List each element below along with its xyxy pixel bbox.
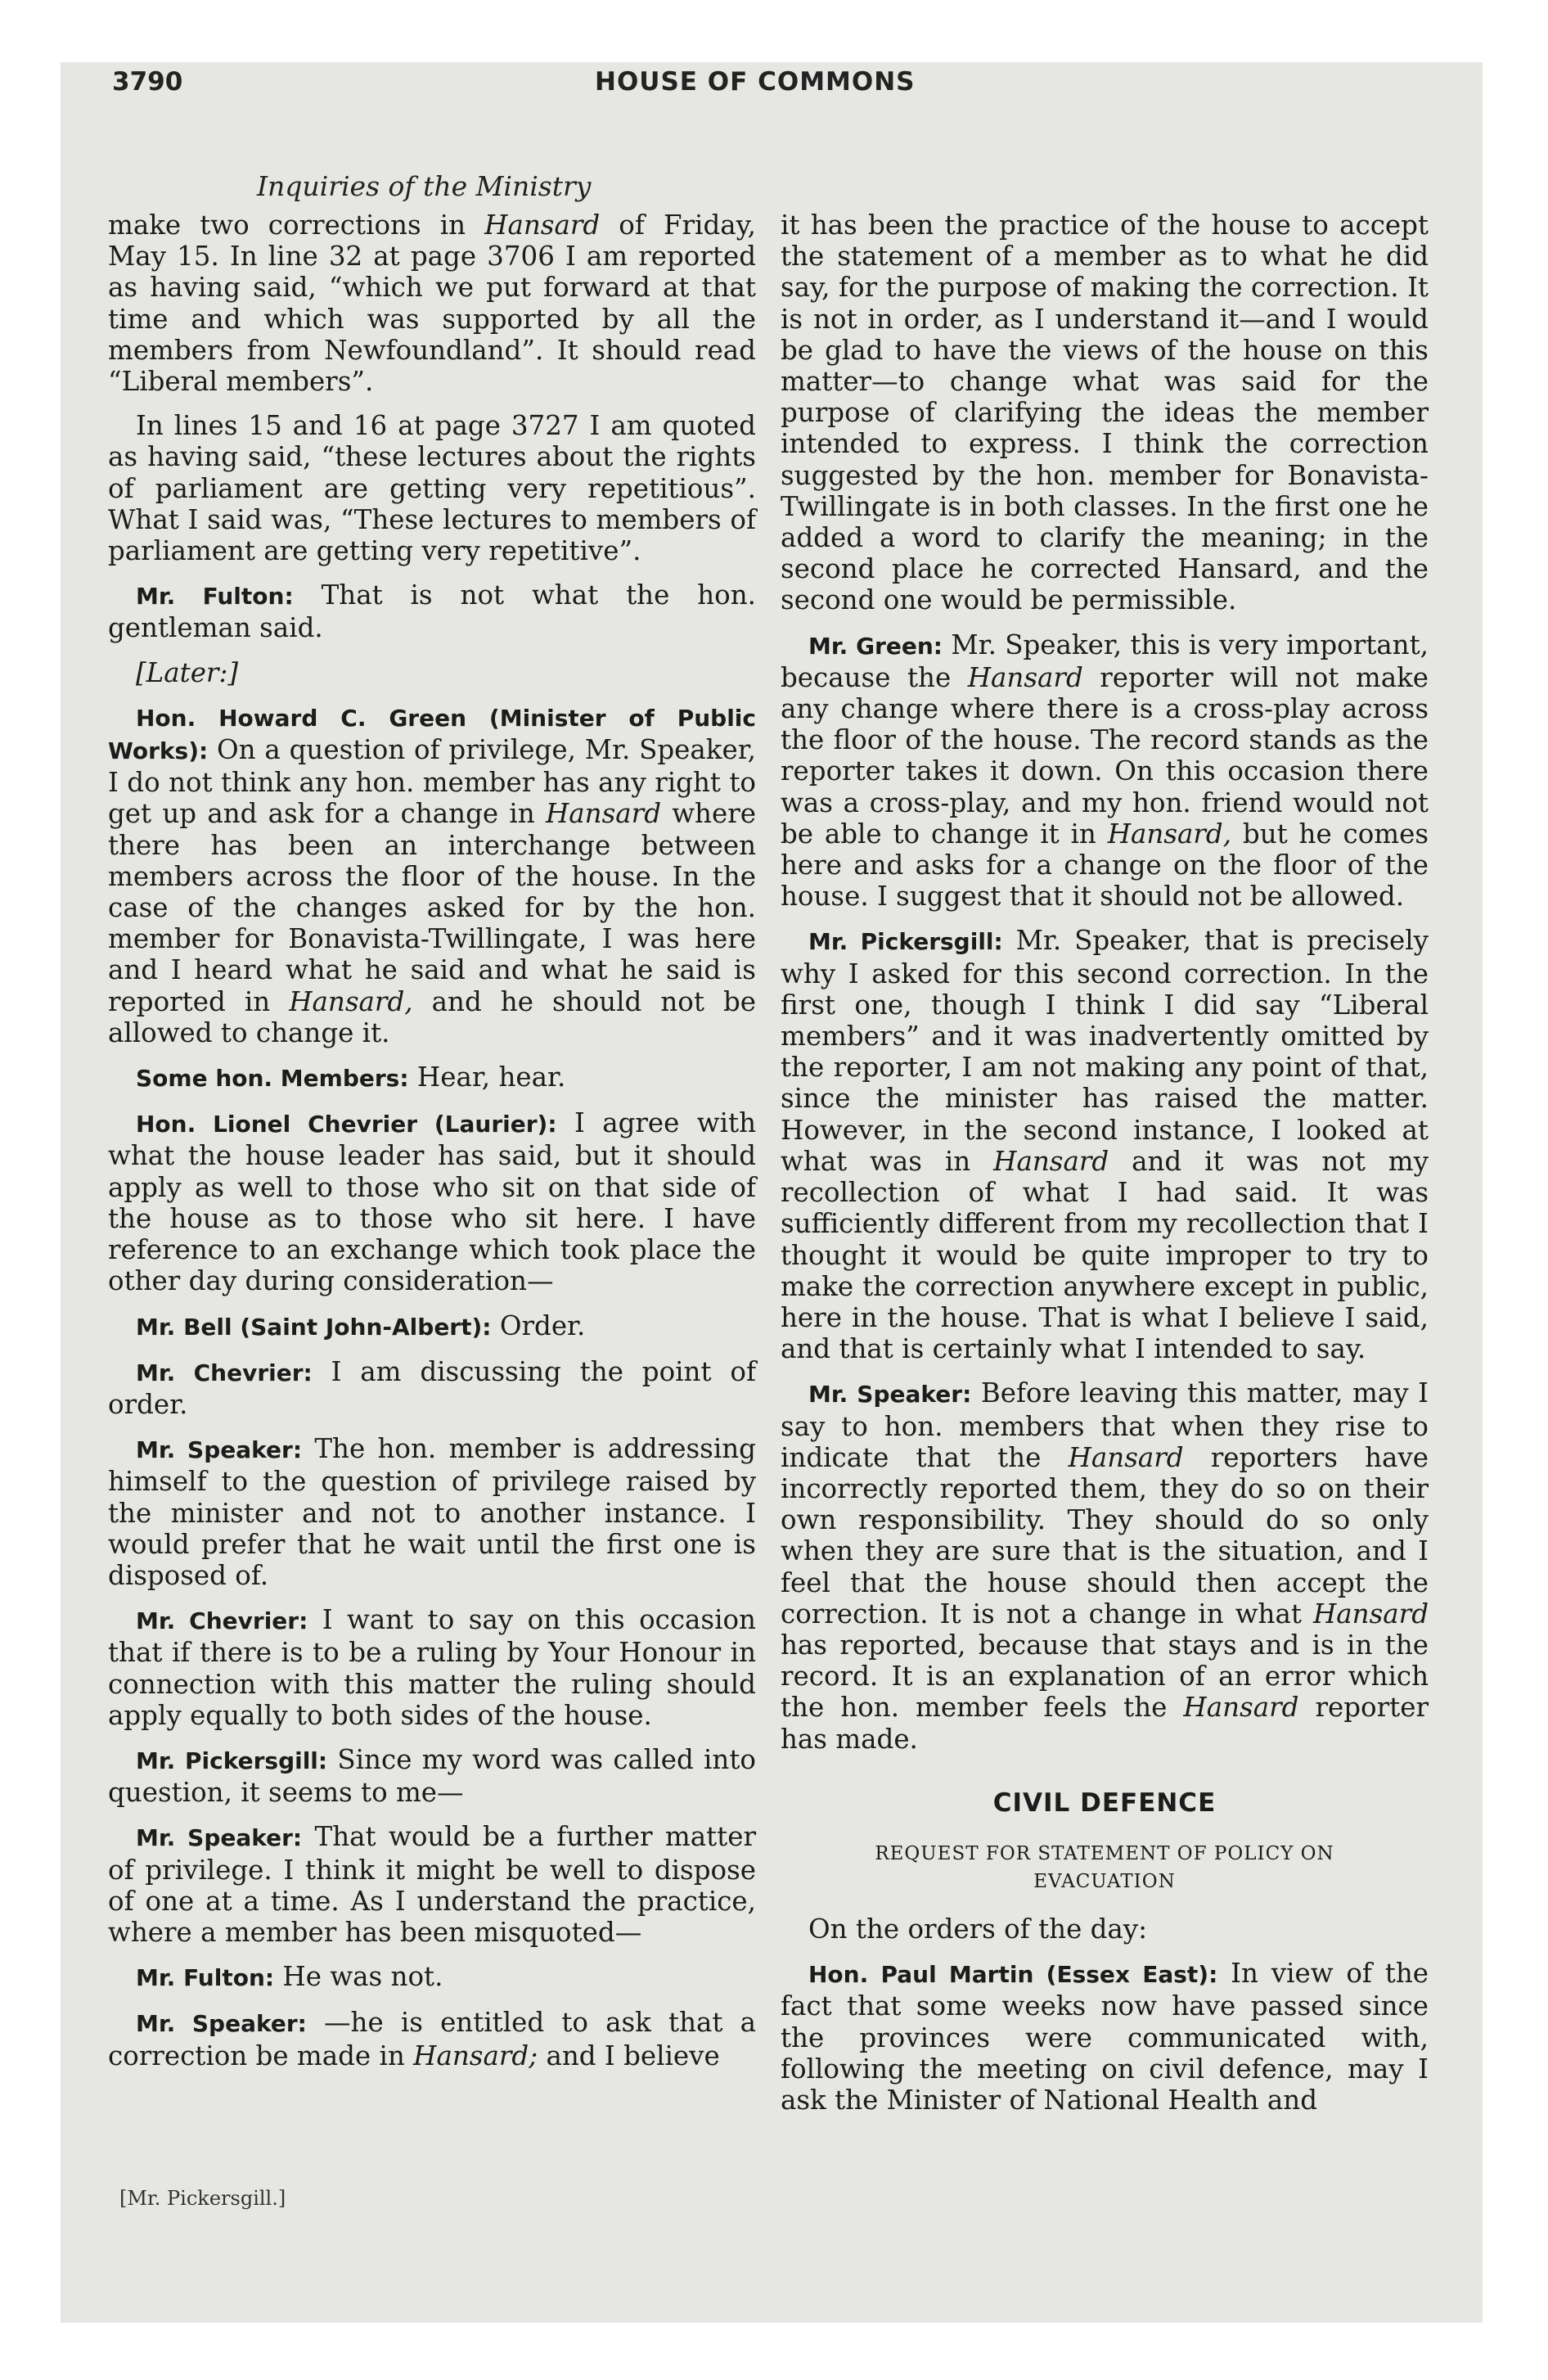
paragraph: Mr. Chevrier: I want to say on this occasion that if there is to be a ruling by Your Honour in connection with this matter the ruling should apply equally to both sides of the house. xyxy=(108,1604,756,1731)
paragraph: Mr. Speaker: That would be a further matter of privilege. I think it might be well to dispose of one at a time. As I understand the practice, where a member has been misquoted— xyxy=(108,1821,756,1948)
paragraph: Mr. Chevrier: I am discussing the point of order. xyxy=(108,1355,757,1420)
paragraph: Some hon. Members: Hear, hear. xyxy=(136,1062,566,1093)
paragraph: Hon. Lionel Chevrier (Laurier): I agree with what the house leader has said, but it should apply as well to those who sit on that side of the house as to those who sit here. I have reference to an exchange which took place the other day during consideration— xyxy=(108,1107,756,1297)
speaker-name: Mr. Chevrier: xyxy=(136,1359,313,1386)
section-heading: CIVIL DEFENCE xyxy=(992,1787,1217,1818)
page-title: HOUSE OF COMMONS xyxy=(595,67,916,97)
speaker-name: Mr. Pickersgill: xyxy=(808,928,1003,956)
paragraph: Hon. Paul Martin (Essex East): In view of the fact that some weeks now have passed since the provinces were communicated with, following the meeting on civil defence, may I ask the Minister of National Health and xyxy=(781,1958,1429,2116)
speaker-name: Mr. Pickersgill: xyxy=(136,1747,328,1774)
speaker-name: Mr. Speaker: xyxy=(136,2010,307,2038)
sub-heading: REQUEST FOR STATEMENT OF POLICY ON EVACUATION xyxy=(875,1842,1334,1892)
paragraph: Mr. Speaker: Before leaving this matter, may I say to hon. members that when they rise to indicate that the Hansard reporters have incorrectly reported them, they do so on their own responsibility. They should do so only when they are sure that is the situation, and I feel that the house should then accept the correction. It is not a change in what Hansard has reported, because that stays and is in the record. It is an explanation of an error which the hon. member feels the Hansard reporter has made. xyxy=(781,1377,1429,1755)
speaker-name: Hon. Paul Martin (Essex East): xyxy=(808,1961,1218,1989)
paragraph: Hon. Howard C. Green (Minister of Public Works): On a question of privilege, Mr. Speaker, I do not think any hon. member has any right to get up and ask for a change in Hansard where there has been an interchange between members across the floor of the house. In the case of the changes asked for by the hon. member for Bonavista-Twillingate, I was here and I heard what he said and what he said is reported in Hansard, and he should not be allowed to change it. xyxy=(108,704,756,1048)
speaker-name: Mr. Fulton: xyxy=(136,1964,275,1992)
paragraph: Mr. Fulton: He was not. xyxy=(136,1961,443,1993)
paragraph: it has been the practice of the house to accept the statement of a member as to what he did say, for the purpose of making the correction. It is not in order, as I understand it—and I would be glad to have the views of the house on this matter—to change what was said for the purpose of clarifying the ideas the member intended to express. I think the correction suggested by the hon. member for Bonavista-Twillingate is in both classes. In the first one he added a word to clarify the meaning; in the second place he corrected Hansard, and the second one would be permissible. xyxy=(781,210,1429,616)
footer-note: [Mr. Pickersgill.] xyxy=(119,2187,286,2210)
paragraph: Mr. Bell (Saint John-Albert): Order. xyxy=(136,1309,586,1341)
left-column xyxy=(108,210,756,2085)
speaker-name: Mr. Speaker: xyxy=(136,1824,303,1852)
paragraph: Mr. Speaker: —he is entitled to ask that a correction be made in Hansard; and I believe xyxy=(108,2007,756,2071)
speaker-name: Hon. Lionel Chevrier (Laurier): xyxy=(136,1111,557,1138)
paragraph: Mr. Fulton: That is not what the hon. gentleman said. xyxy=(108,579,756,644)
paragraph: Mr. Pickersgill: Since my word was called into question, it seems to me— xyxy=(108,1743,756,1809)
speaker-name: Mr. Green: xyxy=(808,632,943,660)
speaker-name: Mr. Chevrier: xyxy=(136,1607,308,1635)
paragraph: Mr. Pickersgill: Mr. Speaker, that is precisely why I asked for this second correction. In the first one, though I think I did say “Liberal members” and it was inadvertently omitted by the reporter, I am not making any point of that, since the minister has raised the matter. However, in the second instance, I looked at what was in Hansard and it was not my recollection of what I had said. It was sufficiently different from my recollection that I thought it would be quite improper to try to make the correction anywhere except in public, here in the house. That is what I believe I said, and that is certainly what I intended to say. xyxy=(781,925,1429,1365)
paragraph: Mr. Speaker: The hon. member is addressing himself to the question of privilege raised by the minister and not to another instance. I would prefer that he wait until the first one is disposed of. xyxy=(108,1433,756,1591)
speaker-name: Some hon. Members: xyxy=(136,1065,409,1093)
paragraph: In lines 15 and 16 at page 3727 I am quoted as having said, “these lectures about the rights of parliament are getting very repetitious”. What I said was, “These lectures to members of parliament are getting very repetitive”. xyxy=(108,410,756,567)
paragraph: On the orders of the day: xyxy=(808,1913,1148,1945)
speaker-name: Mr. Speaker: xyxy=(136,1436,303,1464)
speaker-name: Mr. Fulton: xyxy=(136,583,294,611)
running-subtitle: Inquiries of the Ministry xyxy=(257,170,592,202)
right-column xyxy=(781,210,1429,2129)
page-number: 3790 xyxy=(112,67,183,97)
later-marker: [Later:] xyxy=(136,656,239,688)
speaker-name: Mr. Bell (Saint John-Albert): xyxy=(136,1313,492,1341)
speaker-name: Hon. Howard C. Green (Minister of Public Works): xyxy=(108,704,756,765)
speaker-name: Mr. Speaker: xyxy=(808,1381,972,1409)
paragraph: make two corrections in Hansard of Friday, May 15. In line 32 at page 3706 I am reported as having said, “which we put forward at that time and which was supported by all the members from Newfoundland”. It should read “Liberal members”. xyxy=(108,210,757,398)
paragraph: Mr. Green: Mr. Speaker, this is very important, because the Hansard reporter will not make any change where there is a cross-play across the floor of the house. The record stands as the reporter takes it down. On this occasion there was a cross-play, and my hon. friend would not be able to change it in Hansard, but he comes here and asks for a change on the floor of the house. I suggest that it should not be allowed. xyxy=(781,629,1429,913)
